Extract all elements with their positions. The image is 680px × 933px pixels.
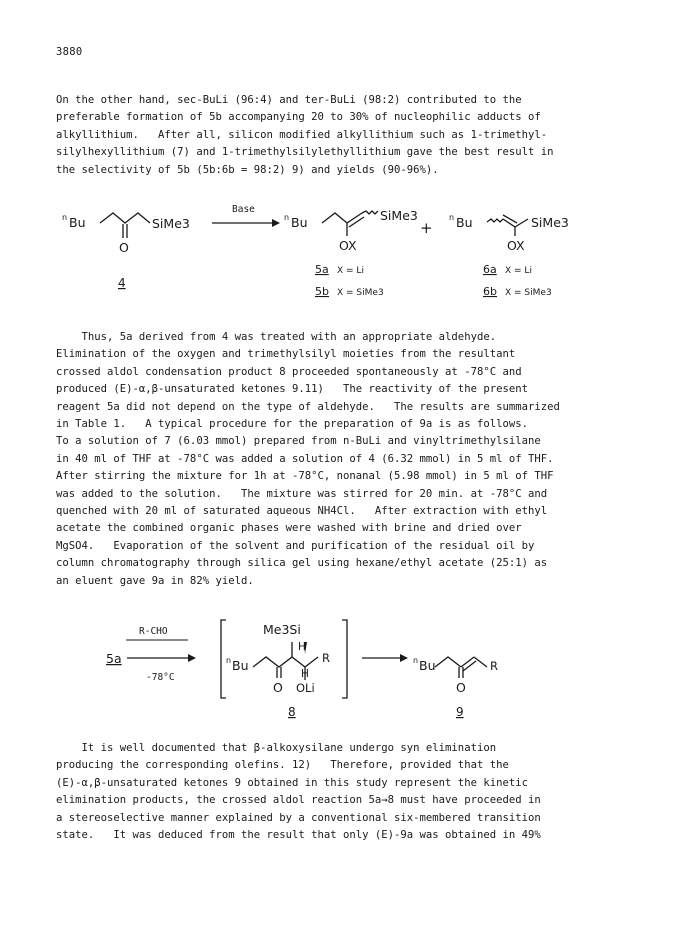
paragraph-2-line: was added to the solution. The mixture was stirred for 20 min. at -78°C and	[56, 487, 548, 500]
butyl-group: Bu	[69, 215, 86, 230]
page-number: 3880	[56, 46, 83, 58]
compound-6a-number: 6a	[483, 263, 497, 276]
butyl-group: Bu	[419, 658, 436, 673]
ox-group: OX	[507, 238, 525, 253]
n-prefix: n	[413, 656, 419, 665]
compound-5b-x: X = SiMe3	[337, 288, 384, 298]
paragraph-2-line: quenched with 20 ml of saturated aqueous NH4Cl. After extraction with ethyl	[56, 505, 548, 518]
paragraph-1	[56, 92, 636, 179]
paragraph-2-line: After stirring the mixture for 1h at -78°C, nonanal (5.98 mmol) in 5 ml of THF	[56, 470, 554, 483]
trimethylsilyl-group: SiMe3	[531, 215, 569, 230]
compound-5a-x: X = Li	[337, 266, 364, 276]
paragraph-2-line: MgSO4. Evaporation of the solvent and purification of the residual oil by	[56, 539, 535, 552]
aldehyde-label: R-CHO	[139, 626, 168, 637]
carbonyl-oxygen: O	[456, 680, 466, 695]
paragraph-2-line: produced (E)-α,β-unsaturated ketones 9.11) The reactivity of the present	[56, 383, 528, 396]
paragraph-2-line: an eluent gave 9a in 82% yield.	[56, 574, 254, 587]
reaction-scheme-2	[0, 612, 680, 724]
paragraph-2-line: acetate the combined organic phases were washed with brine and dried over	[56, 522, 522, 535]
product-9-number: 9	[456, 705, 464, 719]
paragraph-3-line: state. It was deduced from the result that only (E)-9a was obtained in 49%	[56, 829, 541, 842]
hydrogen-atom: H	[301, 668, 309, 680]
n-prefix: n	[449, 213, 455, 222]
paragraph-2	[56, 329, 636, 590]
butyl-group: Bu	[232, 658, 249, 673]
n-prefix: n	[62, 213, 68, 222]
paragraph-2-line: column chromatography through silica gel using hexane/ethyl acetate (25:1) as	[56, 557, 548, 570]
paragraph-2-line: Thus, 5a derived from 4 was treated with an appropriate aldehyde.	[56, 331, 497, 343]
n-prefix: n	[226, 656, 232, 665]
reaction-scheme-1	[0, 200, 680, 305]
compound-4-number: 4	[118, 276, 126, 290]
paragraph-2-line: in 40 ml of THF at -78°C was added a solution of 4 (6.32 mmol) in 5 ml of THF.	[56, 452, 554, 465]
paragraph-2-line: reagent 5a did not depend on the type of aldehyde. The results are summarized	[56, 400, 560, 413]
paragraph-1-line: the selectivity of 5b (5b:6b = 98:2) 9) and yields (90-96%).	[56, 163, 439, 176]
paragraph-2-line: crossed aldol condensation product 8 proceeded spontaneously at -78°C and	[56, 365, 522, 378]
paragraph-2-line: To a solution of 7 (6.03 mmol) prepared from n-BuLi and vinyltrimethylsilane	[56, 435, 541, 448]
compound-5a-number: 5a	[315, 263, 329, 276]
trimethylsilyl-group: SiMe3	[152, 216, 190, 231]
arrow-head-icon	[188, 654, 196, 662]
paragraph-3-line: It is well documented that β-alkoxysilane undergo syn elimination	[56, 742, 497, 754]
paragraph-1-line: preferable formation of 5b accompanying 20 to 30% of nucleophilic adducts of	[56, 111, 541, 124]
butyl-group: Bu	[456, 215, 473, 230]
plus-sign: +	[420, 219, 433, 237]
compound-6a-x: X = Li	[505, 266, 532, 276]
paragraph-2-line: in Table 1. A typical procedure for the preparation of 9a is as follows.	[56, 418, 528, 431]
butyl-group: Bu	[291, 215, 308, 230]
compound-5b-number: 5b	[315, 285, 329, 298]
compound-6b-number: 6b	[483, 285, 497, 298]
intermediate-8-number: 8	[288, 705, 296, 719]
paragraph-3-line: (E)-α,β-unsaturated ketones 9 obtained in this study represent the kinetic	[56, 776, 528, 789]
lithium-alkoxide: OLi	[296, 681, 315, 695]
paragraph-3-line: elimination products, the crossed aldol reaction 5a→8 must have proceeded in	[56, 794, 541, 807]
paragraph-1-line: silylhexyllithium (7) and 1-trimethylsilylethyllithium gave the best result in	[56, 146, 554, 159]
paragraph-3-line: producing the corresponding olefins. 12) Therefore, provided that the	[56, 759, 509, 772]
base-label: Base	[232, 204, 255, 215]
carbonyl-oxygen: O	[119, 240, 129, 255]
paragraph-2-line: Elimination of the oxygen and trimethylsilyl moieties from the resultant	[56, 348, 516, 361]
hydrogen-atom: H	[298, 641, 306, 653]
trimethylsilyl-group: SiMe3	[380, 208, 418, 223]
compound-6b-x: X = SiMe3	[505, 288, 552, 298]
r-group: R	[322, 651, 330, 665]
arrow-head-icon	[272, 219, 280, 227]
carbonyl-oxygen: O	[273, 680, 283, 695]
paragraph-3-line: a stereoselective manner explained by a conventional six-membered transition	[56, 811, 541, 824]
start-compound-5a: 5a	[106, 651, 122, 666]
paragraph-1-line: alkyllithium. After all, silicon modified alkyllithium such as 1-trimethyl-	[56, 128, 548, 141]
trimethylsilyl-group: Me3Si	[263, 622, 301, 637]
paragraph-1-line: On the other hand, sec-BuLi (96:4) and ter-BuLi (98:2) contributed to the	[56, 94, 522, 106]
r-group: R	[490, 659, 498, 673]
ox-group: OX	[339, 238, 357, 253]
temperature-label: -78°C	[146, 672, 175, 683]
arrow-head-icon	[400, 654, 408, 662]
n-prefix: n	[284, 213, 290, 222]
paragraph-3	[56, 740, 636, 844]
